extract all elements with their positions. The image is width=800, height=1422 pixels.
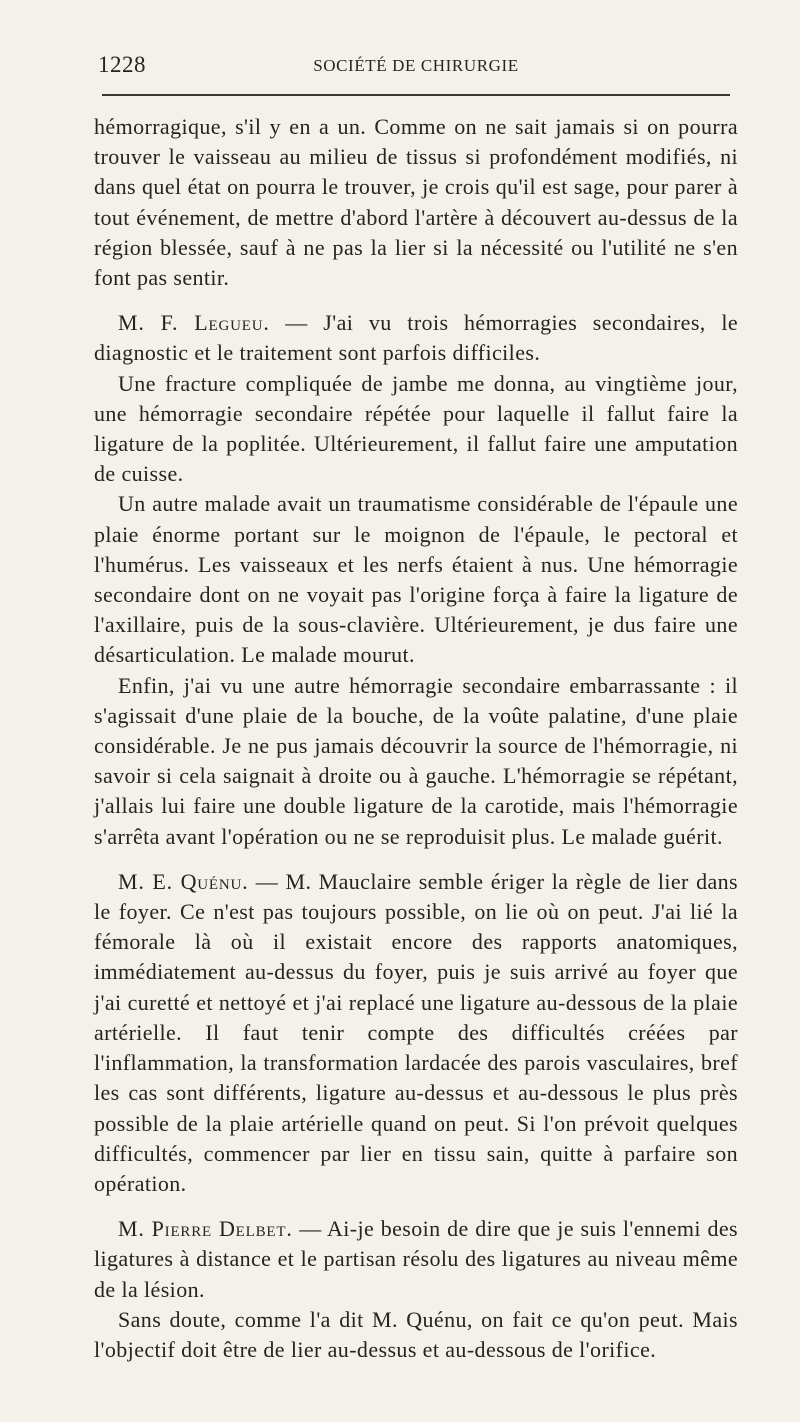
running-title: SOCIÉTÉ DE CHIRURGIE (313, 56, 519, 75)
header-rule (102, 94, 730, 96)
speaker-name: M. Pierre Delbet. (118, 1216, 293, 1242)
paragraph (94, 489, 738, 670)
paragraph-continuation (94, 112, 738, 293)
paragraph-text: — M. Mauclaire semble ériger la règle de lier dans le foyer. Ce n'est pas toujours possible, on lie où on peut. J'ai lié la fémorale là où il existait encore des rapports anatomiques, immédiatement au-dessus du foyer, puis je suis arrivé au foyer que j'ai curetté et nettoyé et j'ai replacé une ligature au-dessous de la plaie artérielle. Il faut tenir compte des difficultés créées par l'inflammation, la transformation lardacée des parois vasculaires, bref les cas sont différents, ligature au-dessus et au-dessous le plus près possible de la plaie artérielle quand on peut. Si l'on prévoit quelques difficultés, commencer par lier en tissu sain, quitte à parfaire son opération. (94, 868, 738, 1196)
paragraph-delbet (94, 1214, 738, 1305)
paragraph-text: Une fracture compliquée de jambe me donna, au vingtième jour, une hémorragie secondaire répétée pour laquelle il fallut faire la ligature de la poplitée. Ultérieurement, il fallut faire une amputation de cuisse. (94, 370, 738, 487)
page-header (94, 48, 738, 84)
speaker-name: M. E. Quénu. (118, 868, 249, 894)
paragraph-text: Un autre malade avait un traumatisme considérable de l'épaule une plaie énorme portant sur le moignon de l'épaule, le pectoral et l'humérus. Les vaisseaux et les nerfs étaient à nus. Une hémorragie secondaire dont on ne voyait pas l'origine força à faire la ligature de l'axillaire, puis de la sous-clavière. Ultérieurement, je dus faire une désarticulation. Le malade mourut. (94, 491, 738, 668)
paragraph (94, 369, 738, 490)
page-number: 1228 (98, 52, 146, 77)
paragraph (94, 671, 738, 852)
paragraph-legueu (94, 308, 738, 368)
paragraph-text: — J'ai vu trois hémorragies secondaires, le diagnostic et le traitement sont parfois difficiles. (94, 310, 738, 366)
paragraph-text: Sans doute, comme l'a dit M. Quénu, on fait ce qu'on peut. Mais l'objectif doit être de lier au-dessus et au-dessous de l'orifice. (94, 1306, 738, 1362)
speaker-name: M. F. Legueu. (118, 310, 270, 336)
paragraph-quenu (94, 867, 738, 1199)
paragraph-text: hémorragique, s'il y en a un. Comme on ne sait jamais si on pourra trouver le vaisseau au milieu de tissus si profondément modifiés, ni dans quel état on pourra le trouver, je crois qu'il est sage, pour parer à tout événement, de mettre d'abord l'artère à découvert au-dessus de la région blessée, sauf à ne pas la lier si la nécessité ou l'utilité ne s'en font pas sentir. (94, 114, 738, 291)
paragraph-text: — Ai-je besoin de dire que je suis l'ennemi des ligatures à distance et le partisan résolu des ligatures au niveau même de la lésion. (94, 1216, 738, 1302)
paragraph-text: Enfin, j'ai vu une autre hémorragie secondaire embarrassante : il s'agissait d'une plaie de la bouche, de la voûte palatine, d'une plaie considérable. Je ne pus jamais découvrir la source de l'hémorragie, ni savoir si cela saignait à droite ou à gauche. L'hémorragie se répétant, j'allais lui faire une double ligature de la carotide, mais l'hémorragie s'arrêta avant l'opération ou ne se reproduisit plus. Le malade guérit. (94, 672, 738, 849)
body-text (94, 112, 738, 1365)
paragraph (94, 1305, 738, 1365)
